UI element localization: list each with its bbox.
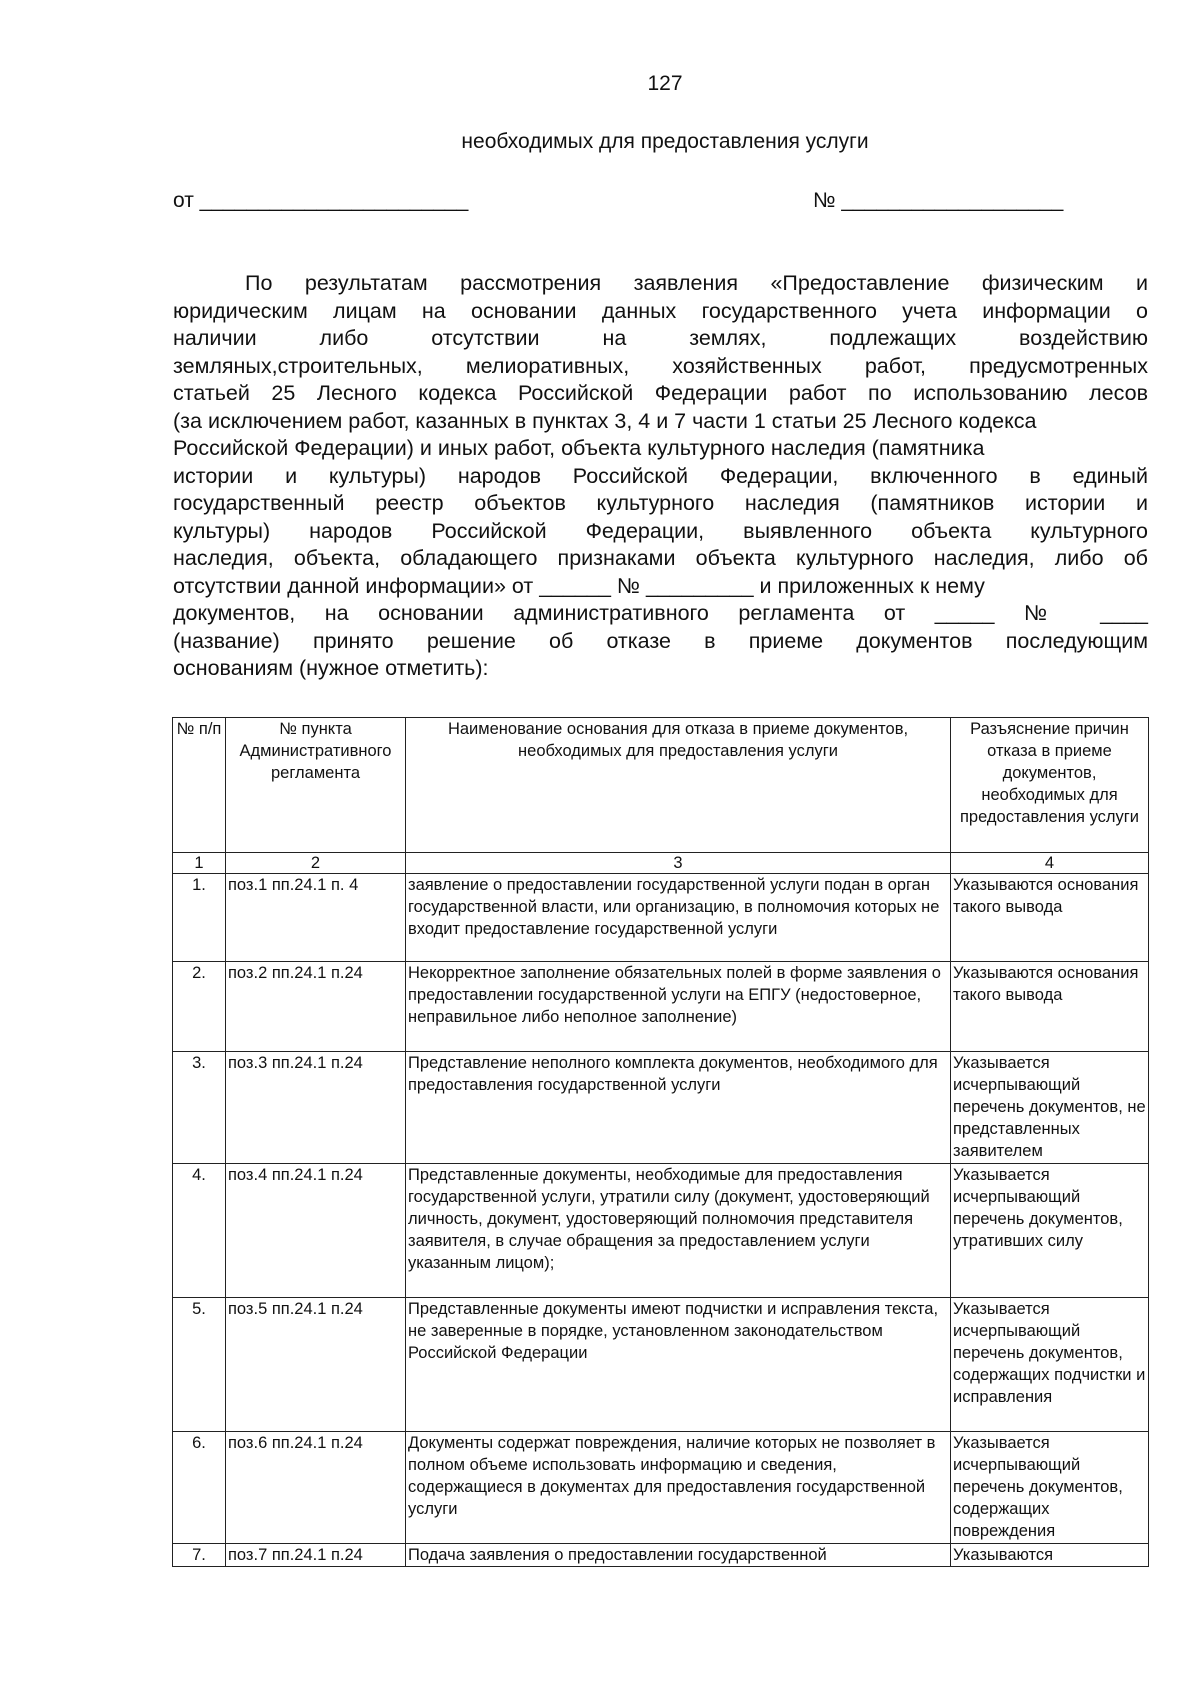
refusal-explanation: Указывается исчерпывающий перечень документов, утративших силу: [951, 1164, 1149, 1298]
paragraph-line: юридическим лицам на основании данных государственного учета информации о: [173, 298, 1148, 323]
refusal-reason: Представленные документы имеют подчистки и исправления текста, не заверенные в порядке, установленном законодательством Российской Федерации: [406, 1298, 951, 1432]
paragraph-line: документов, на основании административного регламента от _____ № ____: [173, 601, 1148, 625]
paragraph-line: наличии либо отсутствии на землях, подлежащих воздействию: [173, 326, 1148, 350]
refusal-explanation: Указывается исчерпывающий перечень документов, содержащих подчистки и исправления: [951, 1298, 1149, 1432]
refusal-explanation: Указывается исчерпывающий перечень документов, не представленных заявителем: [951, 1052, 1149, 1164]
paragraph-line: культуры) народов Российской Федерации, выявленного объекта культурного: [173, 518, 1148, 543]
table-row: [173, 1432, 1149, 1544]
paragraph-line: (за исключением работ, казанных в пунктах 3, 4 и 7 части 1 статьи 25 Лесного кодекса: [173, 408, 1037, 433]
regulation-point: поз.6 пп.24.1 п.24: [226, 1432, 406, 1544]
refusal-reason: Подача заявления о предоставлении государственной: [406, 1544, 951, 1567]
row-number: 2.: [173, 962, 226, 1052]
column-number: 3: [406, 853, 951, 874]
refusal-explanation: Указываются: [951, 1544, 1149, 1567]
row-number: 6.: [173, 1432, 226, 1544]
page-number: 127: [647, 72, 683, 95]
refusal-explanation: Указывается исчерпывающий перечень документов, содержащих повреждения: [951, 1432, 1149, 1544]
table-row: [173, 962, 1149, 1052]
row-number: 3.: [173, 1052, 226, 1164]
regulation-point: поз.5 пп.24.1 п.24: [226, 1298, 406, 1432]
paragraph-line: государственный реестр объектов культурного наследия (памятников истории и: [173, 491, 1148, 515]
paragraph-line: отсутствии данной информации» от ______ № _________ и приложенных к нему: [173, 573, 985, 598]
table-row: [173, 1298, 1149, 1432]
header-cell: № п/п: [173, 718, 226, 853]
decision-paragraph: [173, 270, 1148, 683]
paragraph-line: земляных,строительных, мелиоративных, хозяйственных работ, предусмотренных: [173, 353, 1148, 378]
regulation-point: поз.3 пп.24.1 п.24: [226, 1052, 406, 1164]
paragraph-line: (название) принято решение об отказе в приеме документов последующим: [173, 628, 1148, 653]
refusal-reason: Представление неполного комплекта документов, необходимого для предоставления государственной услуги: [406, 1052, 951, 1164]
row-number: 1.: [173, 874, 226, 962]
refusal-reason: Представленные документы, необходимые для предоставления государственной услуги, утратили силу (документ, удостоверяющий личность, документ, удостоверяющий полномочия представителя заявителя, в случае обращения за предоставлением услуги указанным лицом);: [406, 1164, 951, 1298]
document-subtitle: необходимых для предоставления услуги: [461, 130, 869, 153]
row-number: 5.: [173, 1298, 226, 1432]
header-cell: Наименование основания для отказа в приеме документов, необходимых для предоставления услуги: [406, 718, 951, 853]
column-number: 1: [173, 853, 226, 874]
table-header-row: [173, 718, 1149, 853]
refusal-reason: Некорректное заполнение обязательных полей в форме заявления о предоставлении государственной услуги на ЕПГУ (недостоверное, неправильное либо неполное заполнение): [406, 962, 951, 1052]
header-cell: № пункта Административного регламента: [226, 718, 406, 853]
paragraph-line: статьей 25 Лесного кодекса Российской Федерации работ по использованию лесов: [173, 381, 1148, 405]
paragraph-line: По результатам рассмотрения заявления «Предоставление физическим и: [245, 271, 1148, 295]
refusal-reason: Документы содержат повреждения, наличие которых не позволяет в полном объеме использовать информацию и сведения, содержащиеся в документах для предоставления государственной услуги: [406, 1432, 951, 1544]
regulation-point: поз.7 пп.24.1 п.24: [226, 1544, 406, 1567]
table-row: [173, 1164, 1149, 1298]
table-row: [173, 1544, 1149, 1567]
regulation-point: поз.2 пп.24.1 п.24: [226, 962, 406, 1052]
row-number: 4.: [173, 1164, 226, 1298]
column-number: 4: [951, 853, 1149, 874]
refusal-reasons-table: [172, 717, 1149, 1567]
table-row: [173, 1052, 1149, 1164]
refusal-explanation: Указываются основания такого вывода: [951, 962, 1149, 1052]
refusal-explanation: Указываются основания такого вывода: [951, 874, 1149, 962]
paragraph-line: истории и культуры) народов Российской Федерации, включенного в единый: [173, 463, 1148, 488]
regulation-point: поз.4 пп.24.1 п.24: [226, 1164, 406, 1298]
paragraph-line: наследия, объекта, обладающего признаками объекта культурного наследия, либо об: [173, 546, 1148, 570]
date-line: от _______________________: [173, 189, 469, 212]
paragraph-line: основаниям (нужное отметить):: [173, 656, 489, 680]
paragraph-line: Российской Федерации) и иных работ, объекта культурного наследия (памятника: [173, 436, 985, 460]
column-number-row: [173, 853, 1149, 874]
row-number: 7.: [173, 1544, 226, 1567]
column-number: 2: [226, 853, 406, 874]
number-line: № ___________________: [813, 189, 1064, 212]
refusal-reason: заявление о предоставлении государственной услуги подан в орган государственной власти, или организацию, в полномочия которых не входит предоставление государственной услуги: [406, 874, 951, 962]
header-cell: Разъяснение причин отказа в приеме документов, необходимых для предоставления услуги: [951, 718, 1149, 853]
table-row: [173, 874, 1149, 962]
regulation-point: поз.1 пп.24.1 п. 4: [226, 874, 406, 962]
